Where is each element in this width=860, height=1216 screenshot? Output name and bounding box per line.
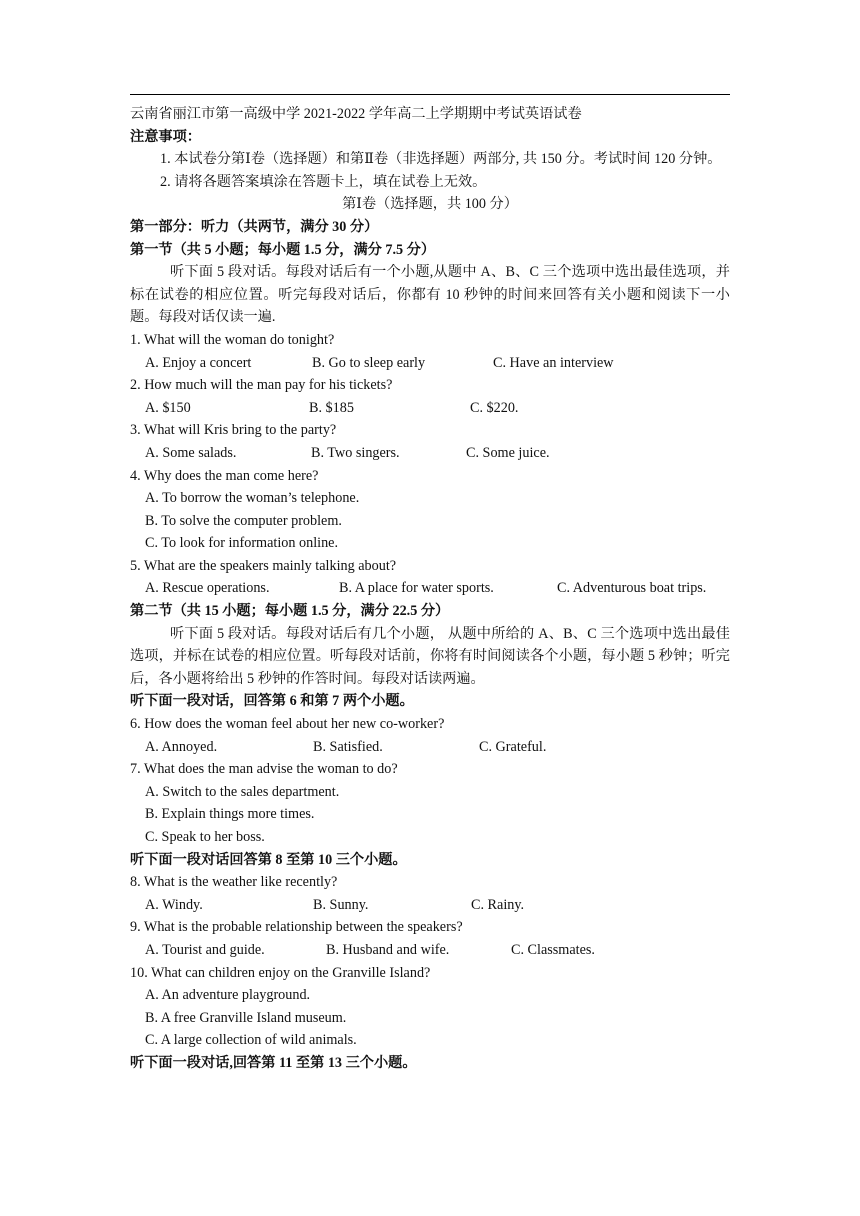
- question-7-option-b: B. Explain things more times.: [145, 806, 315, 823]
- question-4-option-b: B. To solve the computer problem.: [145, 512, 342, 529]
- question-10-option-b: B. A free Granville Island museum.: [145, 1009, 347, 1026]
- question-7-option-a: A. Switch to the sales department.: [145, 783, 340, 800]
- option-c: C. Some juice.: [466, 444, 550, 461]
- question-9-options: [130, 939, 730, 962]
- exam-title: 云南省丽江市第一高级中学 2021-2022 学年高二上学期期中考试英语试卷: [130, 106, 582, 122]
- option-b: B. $185: [309, 399, 354, 416]
- question-6-options: [130, 736, 730, 759]
- notice-item-2: 2. 请将各题答案填涂在答题卡上，填在试卷上无效。: [160, 173, 487, 190]
- option-a: A. $150: [145, 399, 191, 416]
- option-c: C. Grateful.: [479, 738, 547, 755]
- dialogue-group-3: 听下面一段对话,回答第 11 至第 13 三个小题。: [130, 1054, 417, 1071]
- question-10: 10. What can children enjoy on the Granville Island?: [130, 964, 431, 981]
- option-b: B. A place for water sports.: [339, 580, 494, 597]
- option-a: A. Enjoy a concert: [145, 354, 252, 371]
- question-9: 9. What is the probable relationship between the speakers?: [130, 919, 463, 936]
- question-10-option-c: C. A large collection of wild animals.: [145, 1032, 357, 1049]
- question-7: 7. What does the man advise the woman to do?: [130, 761, 398, 778]
- option-c: C. $220.: [470, 399, 519, 416]
- option-b: B. Sunny.: [313, 896, 369, 913]
- option-a: A. Windy.: [145, 896, 203, 913]
- question-2: 2. How much will the man pay for his tickets?: [130, 377, 393, 394]
- option-c: C. Adventurous boat trips.: [557, 580, 707, 597]
- question-5-options: [130, 577, 730, 600]
- notice-item-1: 1. 本试卷分第Ⅰ卷（选择题）和第Ⅱ卷（非选择题）两部分, 共 150 分。考试时间 120 分钟。: [160, 151, 722, 168]
- option-b: B. Husband and wife.: [326, 941, 450, 958]
- question-10-option-a: A. An adventure playground.: [145, 987, 311, 1004]
- question-1: 1. What will the woman do tonight?: [130, 331, 335, 348]
- dialogue-group-2: 听下面一段对话回答第 8 至第 10 三个小题。: [130, 851, 407, 868]
- question-6: 6. How does the woman feel about her new co-worker?: [130, 716, 445, 733]
- question-8: 8. What is the weather like recently?: [130, 874, 338, 891]
- question-4-option-a: A. To borrow the woman’s telephone.: [145, 490, 360, 507]
- option-c: C. Have an interview: [493, 354, 614, 371]
- question-7-option-c: C. Speak to her boss.: [145, 829, 265, 845]
- option-b: B. Go to sleep early: [312, 354, 426, 371]
- question-3: 3. What will Kris bring to the party?: [130, 422, 337, 439]
- header-rule: [130, 94, 730, 95]
- notice-heading: 注意事项：: [130, 128, 201, 145]
- option-b: B. Two singers.: [311, 444, 400, 461]
- option-a: A. Annoyed.: [145, 738, 218, 755]
- option-a: A. Some salads.: [145, 444, 237, 461]
- option-c: C. Classmates.: [511, 941, 595, 958]
- option-b: B. Satisfied.: [313, 738, 383, 755]
- option-c: C. Rainy.: [471, 896, 525, 913]
- question-1-options: [130, 352, 730, 375]
- option-a: A. Rescue operations.: [145, 580, 270, 597]
- option-a: A. Tourist and guide.: [145, 941, 265, 958]
- question-4-option-c: C. To look for information online.: [145, 535, 339, 552]
- part1-heading: 第一部分：听力（共两节，满分 30 分）: [130, 218, 379, 235]
- question-2-options: [130, 397, 730, 420]
- section1-heading: 第一节（共 5 小题；每小题 1.5 分，满分 7.5 分）: [130, 241, 436, 258]
- section1-instruction: 听下面 5 段对话。每段对话后有一个小题,从题中 A、B、C 三个选项中选出最佳选项，并标在试卷的相应位置。听完每段对话后，你都有 10 秒钟的时间来回答有关小题和阅读下一小题。每段对话仅读一遍.: [130, 264, 730, 326]
- volume-title: 第Ⅰ卷（选择题，共 100 分）: [342, 196, 518, 213]
- question-4: 4. Why does the man come here?: [130, 467, 319, 484]
- section2-heading: 第二节（共 15 小题；每小题 1.5 分，满分 22.5 分）: [130, 603, 450, 620]
- dialogue-group-1: 听下面一段对话，回答第 6 和第 7 两个小题。: [130, 693, 414, 710]
- question-8-options: [130, 894, 730, 917]
- question-3-options: [130, 442, 730, 465]
- exam-page: [130, 103, 730, 1075]
- question-5: 5. What are the speakers mainly talking about?: [130, 557, 397, 574]
- section2-instruction: 听下面 5 段对话。每段对话后有几个小题， 从题中所给的 A、B、C 三个选项中选出最佳选项，并标在试卷的相应位置。听每段对话前，你将有时间阅读各个小题，每小题 5 秒钟；听完后，各小题将给出 5 秒钟的作答时间。每段对话读两遍。: [130, 625, 730, 687]
